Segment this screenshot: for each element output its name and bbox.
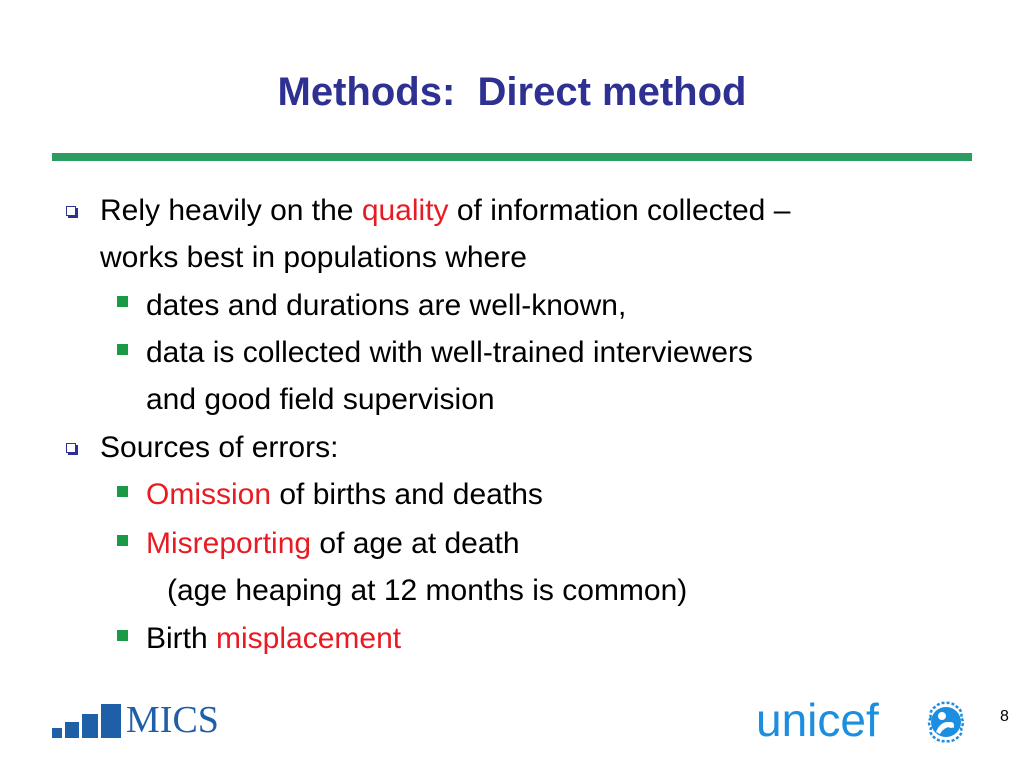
sub-bullet-2-2-highlight: Misreporting (146, 527, 312, 560)
square-bullet-icon (117, 486, 128, 497)
square-bullet-icon (117, 296, 128, 307)
square-bullet-icon (117, 630, 128, 641)
mics-bar-icon (101, 704, 121, 738)
hollow-square-bullet-icon (66, 443, 76, 453)
sub-bullet-2-3-text: Birth (146, 622, 217, 655)
mics-bar-icon (82, 714, 98, 738)
page-number: 8 (1000, 708, 1009, 725)
sub-bullet-2-1-highlight: Omission (146, 478, 272, 511)
square-bullet-icon (117, 344, 128, 355)
sub-bullet-2-3-highlight: misplacement (216, 622, 402, 655)
sub-bullet-2-3 (146, 621, 401, 657)
unicef-emblem-icon (922, 698, 970, 746)
square-bullet-icon (117, 535, 128, 546)
mics-bar-icon (52, 728, 62, 738)
sub-bullet-2-2 (146, 526, 520, 562)
sub-bullet-2-2-text: of age at death (311, 527, 520, 560)
bullet-1-line-1 (100, 193, 790, 229)
slide-title: Methods: Direct method (277, 70, 747, 114)
sub-bullet-2-2-continuation: (age heaping at 12 months is common) (167, 574, 688, 607)
bullet-1-text-a: Rely heavily on the (100, 194, 362, 227)
bullet-1-text-b: of information collected – (448, 194, 791, 227)
sub-bullet-2-1 (146, 477, 543, 513)
sub-bullet-2-1-text: of births and deaths (271, 478, 543, 511)
sub-bullet-1-2-line-2: and good field supervision (146, 383, 495, 416)
mics-logo (52, 700, 252, 742)
hollow-square-bullet-icon (66, 206, 76, 216)
bullet-1-highlight: quality (361, 194, 449, 227)
bullet-2: Sources of errors: (100, 431, 339, 464)
unicef-logo-text: unicef (756, 694, 879, 746)
mics-logo-text: MICS (126, 699, 219, 741)
sub-bullet-1-2-line-1: data is collected with well-trained interviewers (146, 336, 753, 369)
mics-bar-icon (65, 722, 79, 738)
bullet-1-line-2: works best in populations where (100, 241, 527, 274)
sub-bullet-1-1: dates and durations are well-known, (146, 289, 627, 322)
unicef-logo (756, 694, 978, 746)
title-divider (52, 153, 972, 161)
